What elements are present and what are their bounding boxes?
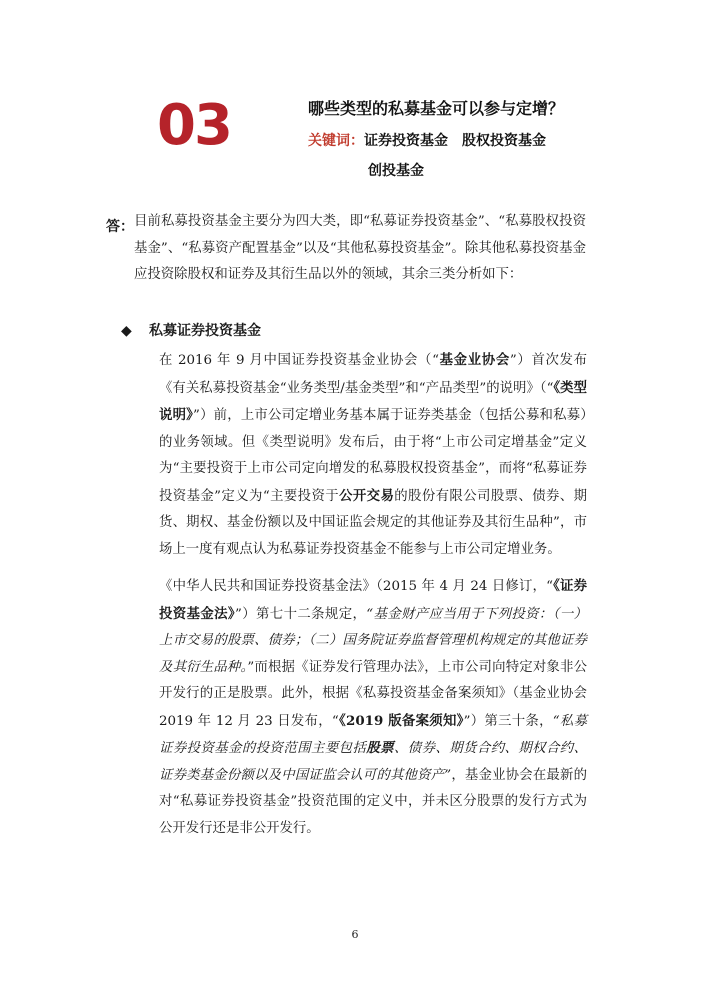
page-number: 6 [351, 928, 359, 941]
italic-quote: “基金财产应当用于下列投资：（一）上市交易的股票、债券；（二）国务院证券监督管理机构规定的其他证券及其衍生品种。 [159, 606, 587, 675]
section-title: 私募证券投资基金 [149, 323, 261, 339]
answer-label: 答： [106, 219, 134, 235]
paragraph-fund-law [159, 573, 587, 842]
question-title: 哪些类型的私募基金可以参与定增？ [308, 99, 565, 118]
text-run: ”）前，上市公司定增业务基本属于证券类基金（包括公募和私募）的业务领域。但《类型说明》发布后，由于将“上市公司定增基金”定义为“主要投资于上市公司定向增发的私募股权投资基金”，而将“私募证券投资基金”定义为“主要投资于 [159, 408, 587, 504]
answer-intro-paragraph: 目前私募投资基金主要分为四大类，即“私募证券投资基金”、“私募股权投资基金”、“私募资产配置基金”以及“其他私募投资基金”。除其他私募投资基金应投资除股权和证券及其衍生品以外的领域，其余三类分析如下： [134, 214, 586, 282]
keyword-securities-fund: 证券投资基金 [364, 133, 448, 149]
text-run: ”）第七十二条规定， [235, 606, 367, 622]
bold-italic-term: 股票 [366, 740, 394, 756]
text-run: ”而根据《证券发行管理办法》，上市公司向特定对象非公开发行的正是股票。此外，根据《私募投资基金备案须知》（基金业协会 2019 年 12 月 23 日发布，“ [159, 659, 587, 729]
bold-term: 《证券投资基金法》 [159, 578, 587, 622]
bold-term: 基金业协会 [438, 352, 510, 368]
italic-quote: 、债券、期货合约、期权合约、证券类基金份额以及中国证监会认可的其他资产” [159, 741, 588, 783]
text-run: ”）首次发布《有关私募投资基金“业务类型/基金类型”和“产品类型”的说明》（“ [159, 353, 587, 396]
bold-term: 《2019 版备案须知》 [338, 712, 464, 729]
text-run: ”）第三十条， [463, 713, 553, 729]
section-number: 03 [157, 93, 231, 158]
keywords-label: 关键词： [308, 133, 364, 149]
italic-quote: “私募证券投资基金的投资范围主要包括 [159, 713, 587, 756]
diamond-bullet-icon: ◆ [121, 323, 132, 339]
section-heading [121, 320, 261, 340]
text-run: 在 2016 年 9 月中国证券投资基金业协会（“ [159, 353, 439, 368]
text-run: 《中华人民共和国证券投资基金法》（2015 年 4 月 24 日修订，“ [159, 579, 553, 594]
bold-term: 公开交易 [339, 487, 395, 504]
text-run: ，基金业协会在最新的对“私募证券投资基金”投资范围的定义中，并未区分股票的发行方式为公开发行还是非公开发行。 [159, 767, 587, 836]
keywords-line [308, 130, 546, 150]
paragraph-classification-notes [159, 347, 587, 563]
text-run: 的股份有限公司股票、债券、期货、期权、基金份额以及中国证监会规定的其他证券及其衍生品种”，市场上一度有观点认为私募证券投资基金不能参与上市公司定增业务。 [159, 488, 587, 557]
bold-term: 《类型说明》 [159, 379, 587, 423]
keyword-venture-fund: 创投基金 [368, 163, 424, 179]
keyword-equity-fund: 股权投资基金 [462, 133, 546, 149]
